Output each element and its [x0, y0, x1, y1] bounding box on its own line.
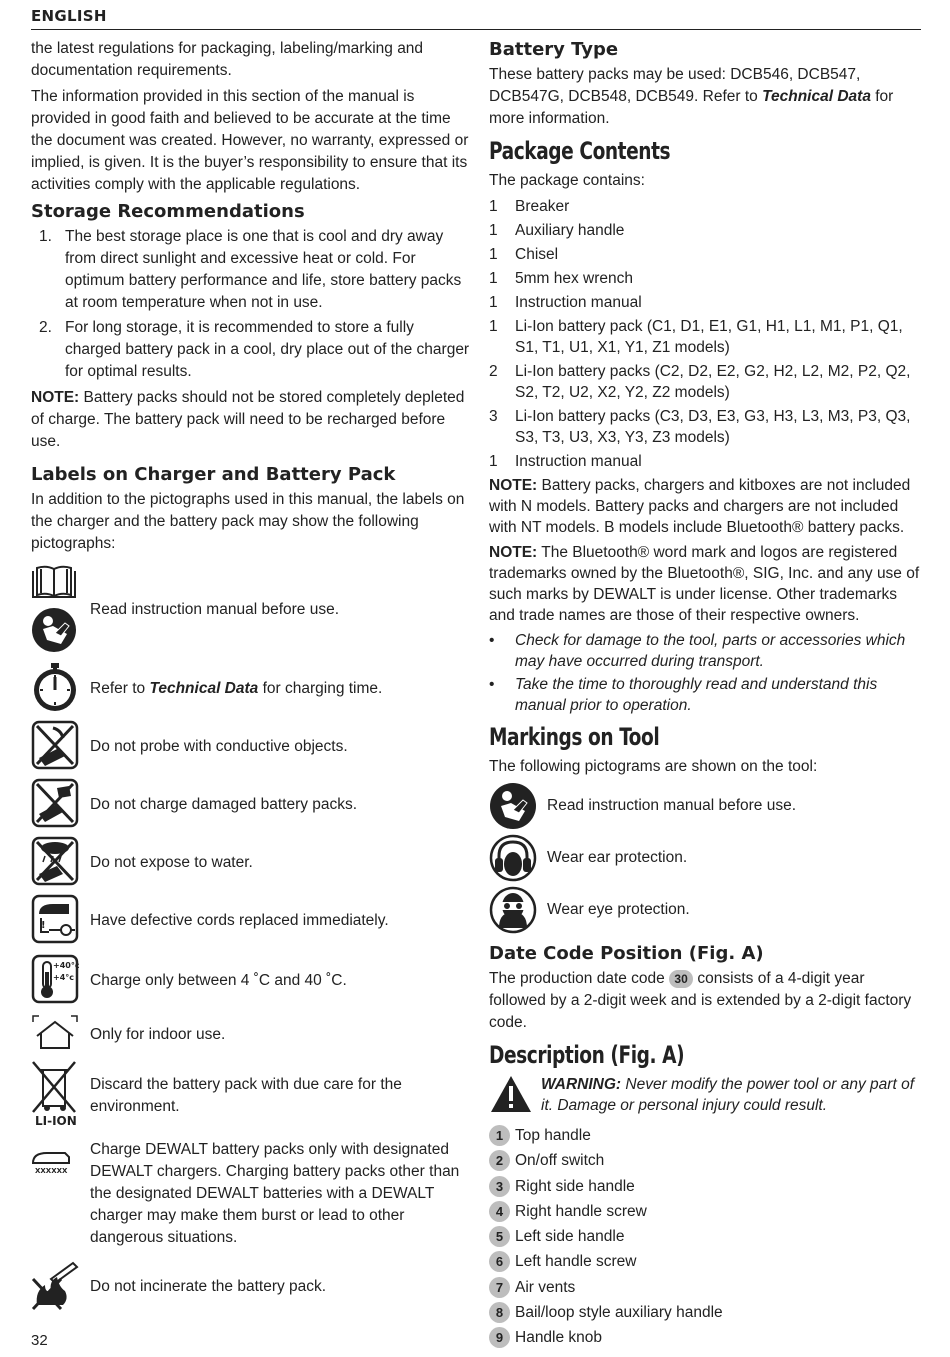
note-bluetooth: NOTE: The Bluetooth® word mark and logos are registered trademarks owned by the Bluetooth®, SIG, Inc. and any use of such marks by DEWALT is under license. Other trademarks and trade names are those of their respective owners.: [489, 544, 920, 624]
defective-cord-icon: [31, 894, 79, 944]
pictograph-dewalt-charger: XXXXXX Charge DEWALT battery packs only with designated DEWALT chargers. Charging battery packs other than the designated DEWALT batteries with a DEWALT charger may make them burst or lead to other dangerous situations.: [31, 1139, 471, 1249]
number-badge: 8: [489, 1302, 510, 1323]
pictograph-temperature: +40°c +4°c Charge only between 4 ˚C and 40 ˚C.: [31, 953, 471, 1009]
read-manual-icon: [489, 782, 537, 830]
battery-type-text: These battery packs may be used: DCB546, DCB547, DCB547G, DCB548, DCB549. Refer to Technical Data for more information.: [489, 66, 894, 127]
marking-ear-protection: Wear ear protection.: [489, 834, 921, 882]
svg-text:+40°c: +40°c: [53, 960, 79, 970]
labels-heading: Labels on Charger and Battery Pack: [31, 464, 396, 485]
number-badge: 6: [489, 1251, 510, 1272]
marking-read-manual: Read instruction manual before use.: [489, 782, 921, 830]
list-item: 1 Li-Ion battery pack (C1, D1, E1, G1, H1, L1, M1, P1, Q1, S1, T1, U1, X1, Y1, Z1 models): [489, 318, 903, 356]
markings-intro: The following pictograms are shown on the tool:: [489, 758, 818, 775]
list-item: 1 Top handle: [489, 1124, 921, 1147]
svg-text:!: !: [41, 919, 46, 931]
charger-icon: [31, 1147, 79, 1175]
list-item: 4 Right handle screw: [489, 1200, 921, 1223]
list-item: 2 Li-Ion battery packs (C2, D2, E2, G2, H2, L2, M2, P2, Q2, S2, T2, U2, X2, Y2, Z2 models): [489, 363, 911, 401]
damaged-battery-icon: [31, 778, 79, 828]
left-column: [31, 38, 471, 1315]
eye-protection-icon: [489, 886, 537, 934]
read-manual-icons: [31, 565, 77, 655]
list-item: 1 Breaker: [489, 198, 570, 215]
ear-protection-icon: [489, 834, 537, 882]
package-contents-heading: Package Contents: [489, 137, 671, 165]
warning-text: WARNING: Never modify the power tool or any part of it. Damage or personal injury could result.: [541, 1076, 914, 1114]
no-probe-icon: [31, 720, 79, 770]
svg-text:+4°c: +4°c: [53, 972, 75, 982]
date-code-badge: 30: [669, 970, 693, 988]
number-badge: 4: [489, 1201, 510, 1222]
pictograph-incinerate: Do not incinerate the battery pack.: [31, 1259, 471, 1315]
no-incinerate-icon: [31, 1259, 79, 1311]
list-item: 1 5mm hex wrench: [489, 270, 634, 287]
list-item: 1. The best storage place is one that is cool and dry away from direct sunlight and excessive heat or cold. For optimum battery performance and life, store battery packs at room temperature when not in use.: [39, 228, 462, 311]
page-header: [31, 7, 921, 30]
labels-intro: In addition to the pictographs used in this manual, the labels on the charger and the battery pack may show the following pictographs:: [31, 491, 465, 552]
list-item: 2. For long storage, it is recommended to store a fully charged battery pack in a cool, dry place out of the charger for optimal results.: [39, 319, 470, 380]
intro-paragraph: the latest regulations for packaging, labeling/marking and documentation requirements.: [31, 40, 424, 79]
list-item: 2 On/off switch: [489, 1149, 921, 1172]
list-item: 1 Chisel: [489, 246, 559, 263]
number-badge: 1: [489, 1125, 510, 1146]
svg-text:LI-ION: LI-ION: [35, 1113, 77, 1128]
pictograph-charging-time: Refer to Technical Data for charging time.: [31, 663, 471, 715]
language-label: ENGLISH: [31, 7, 107, 25]
list-item: 7 Air vents: [489, 1276, 921, 1299]
thermometer-icon: [31, 954, 79, 1004]
warning-block: [489, 1074, 921, 1120]
marking-eye-protection: Wear eye protection.: [489, 886, 921, 934]
storage-note: NOTE: Battery packs should not be stored completely depleted of charge. The battery pack will need to be recharged before use.: [31, 389, 465, 450]
pictograph-discard: LI-ION Discard the battery pack with due care for the environment.: [31, 1061, 471, 1131]
list-item: 6 Left handle screw: [489, 1250, 921, 1273]
pictograph-no-damaged: Do not charge damaged battery packs.: [31, 779, 471, 831]
indoor-house-icon: [31, 1014, 79, 1052]
number-badge: 7: [489, 1277, 510, 1298]
number-badge: 5: [489, 1226, 510, 1247]
page-number: 32: [31, 1332, 48, 1349]
number-badge: 2: [489, 1150, 510, 1171]
description-heading: Description (Fig. A): [489, 1041, 685, 1069]
list-item: 1 Instruction manual: [489, 294, 642, 311]
list-item: 8 Bail/loop style auxiliary handle: [489, 1301, 921, 1324]
number-badge: 3: [489, 1176, 510, 1197]
list-item: • Take the time to thoroughly read and understand this manual prior to operation.: [489, 676, 878, 714]
pictograph-indoor: Only for indoor use.: [31, 1015, 471, 1055]
list-item: 3 Right side handle: [489, 1175, 921, 1198]
battery-type-heading: Battery Type: [489, 39, 619, 60]
storage-heading: Storage Recommendations: [31, 201, 305, 222]
right-column: [489, 38, 921, 1352]
date-code-heading: Date Code Position (Fig. A): [489, 943, 764, 964]
list-item: 1 Instruction manual: [489, 453, 642, 470]
list-item: 9 Handle knob: [489, 1326, 921, 1349]
number-badge: 9: [489, 1327, 510, 1348]
pictograph-read-manual: Read instruction manual before use.: [31, 565, 471, 655]
recycle-bin-crossed-icon: [31, 1060, 81, 1128]
package-intro: The package contains:: [489, 172, 645, 189]
package-list: [489, 196, 921, 472]
warning-icon: [489, 1074, 533, 1114]
no-water-icon: [31, 836, 79, 886]
svg-text:XXXXXX: XXXXXX: [35, 1167, 68, 1175]
list-item: 5 Left side handle: [489, 1225, 921, 1248]
markings-heading: Markings on Tool: [489, 723, 660, 751]
date-code-text: The production date code 30 consists of a 4-digit year followed by a 2-digit week and is extended by a 2-digit factory code.: [489, 970, 912, 1031]
pictograph-cords: ! Have defective cords replaced immediately.: [31, 895, 471, 947]
list-item: 1 Auxiliary handle: [489, 222, 625, 239]
pictograph-no-probe: Do not probe with conductive objects.: [31, 721, 471, 773]
list-item: • Check for damage to the tool, parts or accessories which may have occurred during transport.: [489, 632, 906, 670]
disclaimer-paragraph: The information provided in this section of the manual is provided in good faith and believed to be accurate at the time the document was created. However, no warranty, expressed or implied, is given. It is the buyer’s responsibility to ensure that its activities comply with the applicable regulations.: [31, 88, 469, 193]
description-list: [489, 1124, 921, 1349]
note-models: NOTE: Battery packs, chargers and kitboxes are not included with N models. Battery packs and chargers are not included with NT models. B models include Bluetooth® battery packs.: [489, 477, 911, 536]
list-item: 3 Li-Ion battery packs (C3, D3, E3, G3, H3, L3, M3, P3, Q3, S3, T3, U3, X3, Y3, Z3 models): [489, 408, 911, 446]
pictograph-no-water: Do not expose to water.: [31, 837, 471, 889]
stopwatch-icon: [31, 661, 79, 713]
storage-list: [31, 226, 471, 383]
check-bullets: [489, 630, 921, 716]
